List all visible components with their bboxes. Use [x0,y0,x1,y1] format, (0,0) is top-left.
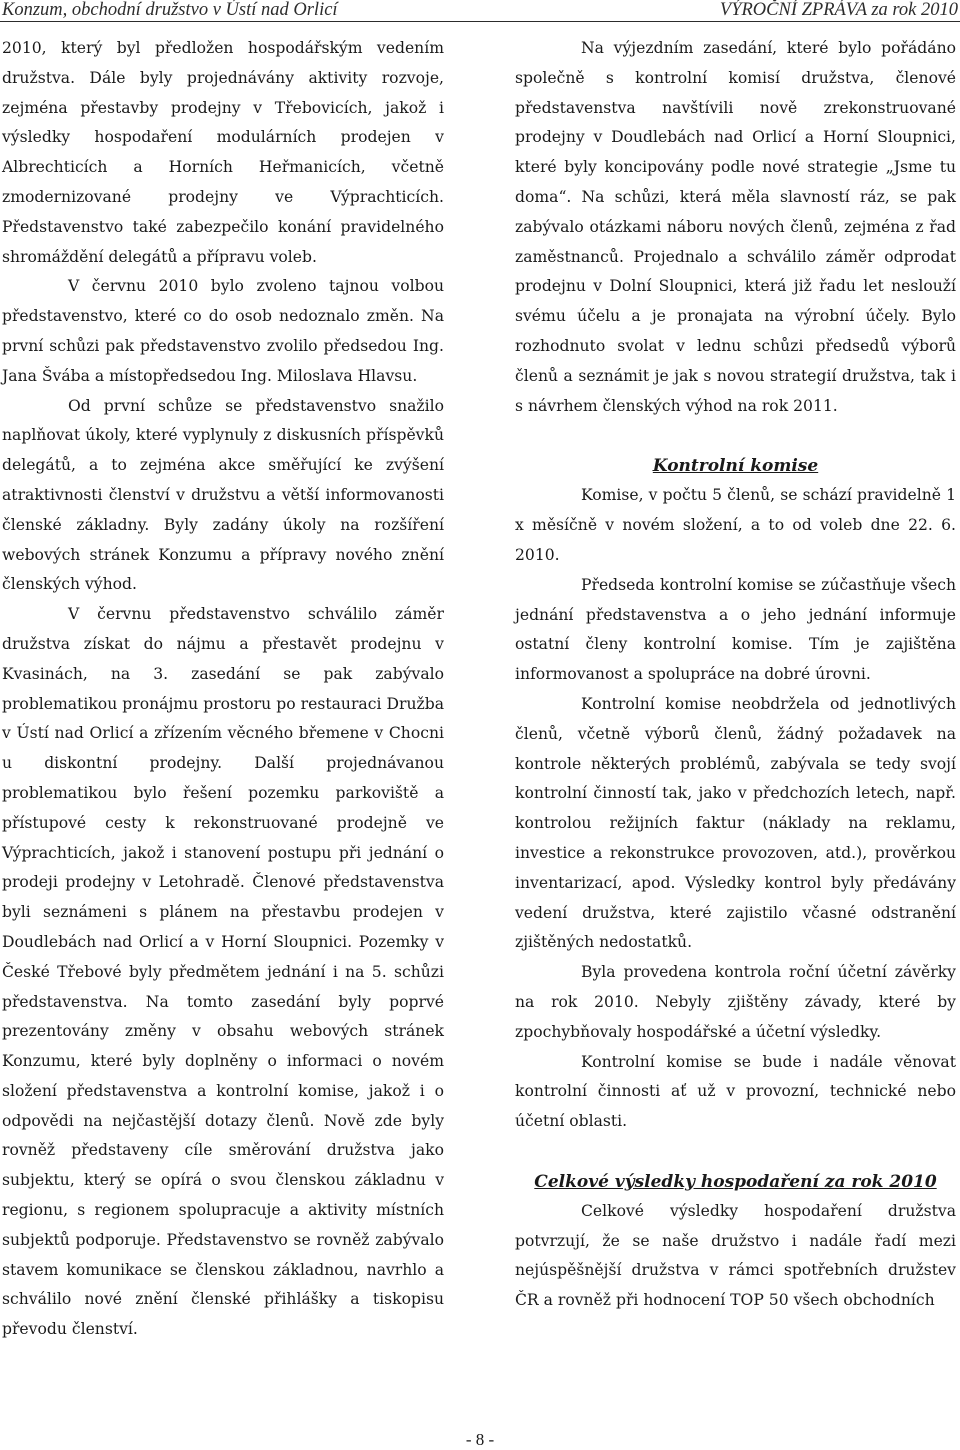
left-column [2,34,444,1345]
paragraph: Komise, v počtu 5 členů, se schází pravidelně 1 x měsíčně v novém složení, a to od voleb dne 22. 6. 2010. [515,486,956,564]
paragraph: Předseda kontrolní komise se zúčastňuje všech jednání představenstva a o jeho jednání informuje ostatní členy kontrolní komise. Tím je zajištěna informovanost a spolupráce na dobré úrovni. [515,575,956,684]
spacer [515,1137,956,1167]
paragraph: V červnu 2010 bylo zvoleno tajnou volbou představenstvo, které co do osob nedoznalo změn. Na první schůzi pak představenstvo zvolilo předsedou Ing. Jana Švába a místopředsedou Ing. Miloslava Hlavsu. [2,277,444,385]
paragraph: Na výjezdním zasedání, které bylo pořádáno společně s kontrolní komisí družstva, členové představenstva navštívili nově zrekonstruované prodejny v Doudlebách nad Orlicí a Horní Sloupnici, které byly koncipovány podle nové strategie „Jsme tu doma“. Na schůzi, která měla slavností ráz, se pak zabývalo otázkami náboru nových členů, zejména z řad zaměstnanců. Projednalo a schválilo záměr odprodat prodejnu v Dolní Sloupnici, která již řadu let neslouží svému účelu a je pronajata na výrobní účely. Bylo rozhodnuto svolat v lednu schůzi předsedů výborů členů a seznámit je jak s novou strategií družstva, tak i s návrhem členských výhod na rok 2011. [515,39,956,415]
paragraph: Byla provedena kontrola roční účetní závěrky na rok 2010. Nebyly zjištěny závady, které by zpochybňovaly hospodářské a účetní výsledky. [515,963,956,1041]
page-header [0,0,960,22]
paragraph: V červnu představenstvo schválilo záměr družstva získat do nájmu a přestavět prodejnu v Kvasinách, na 3. zasedání se pak zabývalo problematikou pronájmu prostoru po restauraci Družba v Ústí nad Orlicí a zřízením věcného břemene v Chocni u diskontní prodejny. Další projednávanou problematikou bylo řešení pozemku parkoviště a přístupové cesty k rekonstruované prodejně ve Výprachticích, jakož i stanovení postupu při jednání o prodeji prodejny v Letohradě. Členové představenstva byli seznámeni s plánem na přestavbu prodejen v Doudlebách nad Orlicí a v Horní Sloupnici. Pozemky v České Třebové byly předmětem jednání i na 5. schůzi představenstva. Na tomto zasedání byly poprvé prezentovány změny v obsahu webových stránek Konzumu, které byly doplněny o informaci o novém složení představenstva a kontrolní komise, jakož i o odpovědi na nejčastější dotazy členů. Nově zde byly rovněž představeny cíle směrování družstva jako subjektu, který se opírá o svou členskou základnu v regionu, s regionem spolupracuje a aktivity místních subjektů podporuje. Představenstvo se rovněž zabývalo stavem komunikace se členskou základnou, navrhlo a schválilo nové znění členské přihlášky a tiskopisu převodu členství. [2,605,444,1339]
paragraph: Kontrolní komise neobdržela od jednotlivých členů, včetně výborů členů, žádný požadavek na kontrole některých problémů, zabývala se tedy svojí kontrolní činností tak, jako v předchozích letech, např. kontrolou režijních faktur (náklady na reklamu, investice a rekonstrukce provozoven, atd.), prověrkou inventarizací, apod. Výsledky kontrol byly předávány vedení družstva, které zajistilo včasné odstranění zjištěných nedostatků. [515,694,956,952]
paragraph: Celkové výsledky hospodaření družstva potvrzují, že se naše družstvo i nadále řadí mezi nejúspěšnější družstva v rámci spotřebních družstev ČR a rovněž při hodnocení TOP 50 všech obchodních [515,1201,956,1310]
header-report-title: VÝROČNÍ ZPRÁVA za rok 2010 [719,0,958,20]
right-column [515,34,956,1316]
header-rule [0,21,960,22]
paragraph: Od první schůze se představenstvo snažilo naplňovat úkoly, které vyplynuly z diskusních příspěvků delegátů, a to zejména akce směřující ke zvýšení atraktivnosti členství v družstvu a větší informovanosti členské základny. Byly zadány úkoly na rozšíření webových stránek Konzumu a přípravy nového znění členských výhod. [2,396,444,594]
spacer [515,421,956,451]
paragraph: 2010, který byl předložen hospodářským vedením družstva. Dále byly projednávány aktivity rozvoje, zejména přestavby prodejny v Třebovicích, jakož i výsledky hospodaření modulárních prodejen v Albrechticích a Horních Heřmanicích, včetně zmodernizované prodejny ve Výprachticích. Představenstvo také zabezpečilo konání pravidelného shromáždění delegátů a přípravu voleb. [2,39,444,266]
page-number: - 8 - [465,1430,495,1449]
paragraph: Kontrolní komise se bude i nadále věnovat kontrolní činnosti ať už v provozní, technické nebo účetní oblasti. [515,1052,956,1131]
section-heading-kontrolni-komise: Kontrolní komise [652,456,819,477]
header-organization: Konzum, obchodní družstvo v Ústí nad Orlicí [2,0,338,20]
section-heading-celkove-vysledky: Celkové výsledky hospodaření za rok 2010 [534,1171,937,1192]
